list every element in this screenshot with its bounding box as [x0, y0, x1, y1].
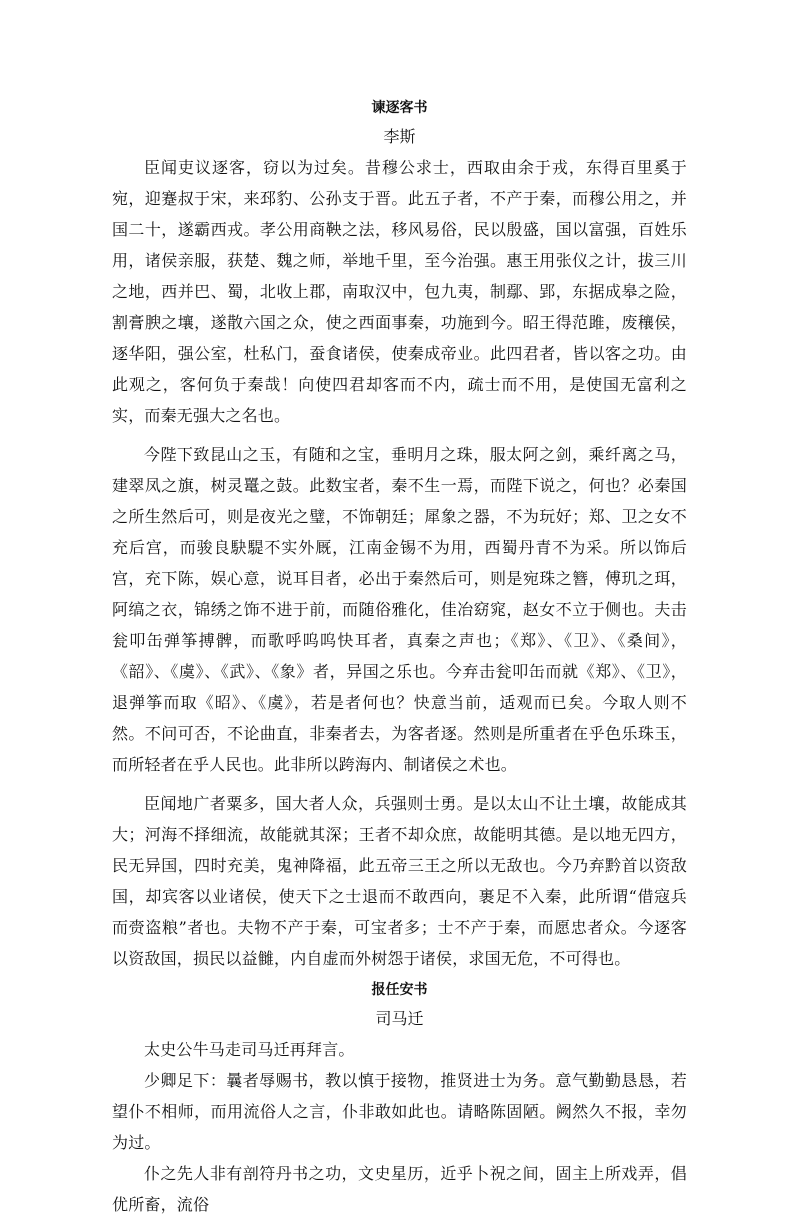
paragraph: 臣闻地广者粟多，国大者人众，兵强则士勇。是以太山不让土壤，故能成其大；河海不择细流，故能就其深；王者不却众庶，故能明其德。是以地无四方，民无异国，四时充美，鬼神降福，此五帝三王之所以无敌也。今乃弃黔首以资敌国，却宾客以业诸侯，使天下之士退而不敢西向，裹足不入秦，此所谓“借寇兵而赍盗粮”者也。夫物不产于秦，可宝者多；士不产于秦，而愿忠者众。今逐客以资敌国，损民以益雠，内自虚而外树怨于诸侯，求国无危，不可得也。: [112, 794, 687, 968]
essay-author: 司马迁: [375, 1009, 424, 1028]
essay-author: 李斯: [383, 127, 416, 146]
essay-section-1: [112, 98, 687, 974]
paragraph: 仆之先人非有剖符丹书之功，文史星历，近乎卜祝之间，固主上所戏弄，倡优所畜，流俗: [112, 1164, 687, 1214]
essay-title: 报任安书: [371, 982, 428, 998]
paragraph: 太史公牛马走司马迁再拜言。: [144, 1040, 355, 1059]
essay-section-2: [112, 980, 687, 1220]
paragraph: 少卿足下：曩者辱赐书，教以慎于接物，推贤进士为务。意气勤勤恳恳，若望仆不相师，而用流俗人之言，仆非敢如此也。请略陈固陋。阙然久不报，幸勿为过。: [112, 1071, 687, 1152]
paragraph: 今陛下致昆山之玉，有随和之宝，垂明月之珠，服太阿之剑，乘纤离之马，建翠凤之旗，树灵鼍之鼓。此数宝者，秦不生一焉，而陛下说之，何也？必秦国之所生然后可，则是夜光之璧，不饰朝廷；犀象之器，不为玩好；郑、卫之女不充后宫，而骏良駃騠不实外厩，江南金锡不为用，西蜀丹青不为采。所以饰后宫，充下陈，娱心意，说耳目者，必出于秦然后可，则是宛珠之簪，傅玑之珥，阿缟之衣，锦绣之饰不进于前，而随俗雅化，佳冶窈窕，赵女不立于侧也。夫击瓮叩缶弹筝搏髀，而歌呼呜呜快耳者，真秦之声也；《郑》、《卫》、《桑间》，《韶》、《虞》、《武》、《象》者，异国之乐也。今弃击瓮叩缶而就《郑》、《卫》，退弹筝而取《昭》、《虞》，若是者何也？快意当前，适观而已矣。今取人则不然。不问可否，不论曲直，非秦者去，为客者逐。然则是所重者在乎色乐珠玉，而所轻者在乎人民也。此非所以跨海内、制诸侯之术也。: [112, 445, 687, 774]
essay-title: 谏逐客书: [371, 100, 428, 116]
paragraph: 臣闻吏议逐客，窃以为过矣。昔穆公求士，西取由余于戎，东得百里奚于宛，迎蹇叔于宋，来邳豹、公孙支于晋。此五子者，不产于秦，而穆公用之，并国二十，遂霸西戎。孝公用商鞅之法，移风易俗，民以殷盛，国以富强，百姓乐用，诸侯亲服，获楚、魏之师，举地千里，至今治强。惠王用张仪之计，拔三川之地，西并巴、蜀，北收上郡，南取汉中，包九夷，制鄢、郢，东据成皋之险，割膏腴之壤，遂散六国之众，使之西面事秦，功施到今。昭王得范雎，废穰侯，逐华阳，强公室，杜私门，蚕食诸侯，使秦成帝业。此四君者，皆以客之功。由此观之，客何负于秦哉！向使四君却客而不内，疏士而不用，是使国无富利之实，而秦无强大之名也。: [112, 158, 687, 425]
document-page: [112, 98, 687, 1220]
